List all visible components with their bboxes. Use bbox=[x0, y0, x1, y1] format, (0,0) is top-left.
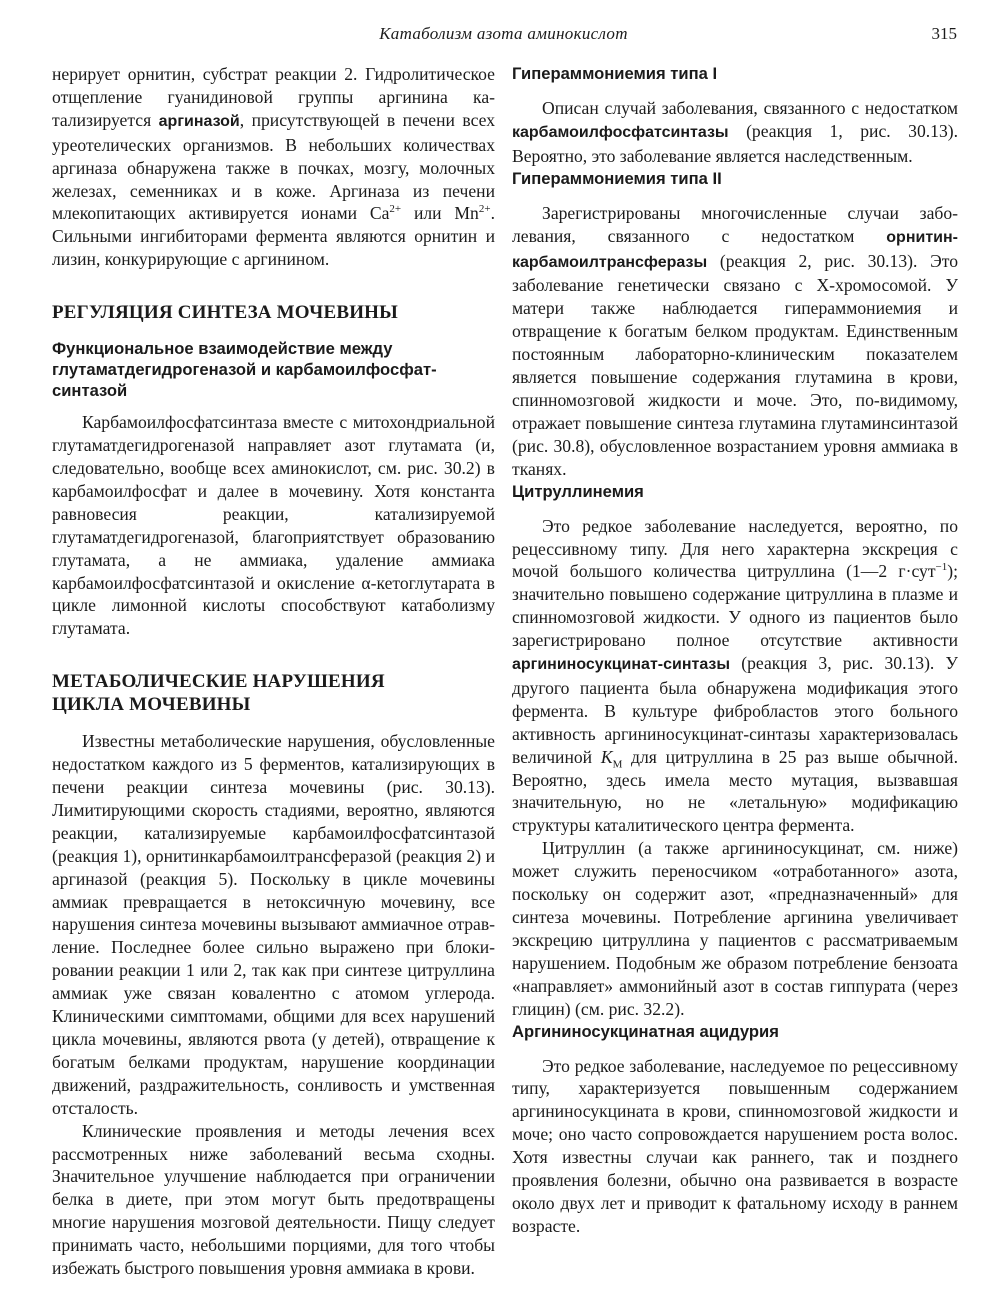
subsection-title-aciduria: Аргининосукцинатная ацидурия bbox=[512, 1021, 779, 1041]
running-head bbox=[0, 24, 1007, 48]
term-otc: орнитинкарбамоилтрансферазы bbox=[512, 228, 958, 271]
page-number: 315 bbox=[931, 24, 957, 43]
paragraph-citrullinemia-2: Цитруллин (а также аргининосукцинат, см. ниже) может служить переносчиком «отработанного» азота, поскольку он содержит азот, «предназначенный» для синтеза мочевины. Потребление аргинина увеличивает экскрецию цитруллина у пациентов с рассматриваемым нарушением. Подобным же образом потребление бензоата «направляет» аммонийный азот в состав гиппурата (через глицин) (см. рис. 32.2). bbox=[512, 838, 958, 1019]
paragraph-hyperammonemia-1: Описан случай заболевания, связанного с недостатком карбамоилфосфатсинтазы (реакция 1, рис. 30.13). Вероятно, это заболевание является наследственным. bbox=[512, 98, 958, 166]
paragraph-disorders-2: Клинические проявления и методы лечения всех рассмотренных ниже заболеваний весьма сходны. Значительное улучшение наблюдается при ограничении белка в диете, при этом могут быть предотвращены многие нарушения мозговой деятельности. Пищу следует принимать часто, небольшими порциями, для того чтобы избежать быстрого повышения уровня аммиака в крови. bbox=[52, 1120, 495, 1279]
left-column bbox=[52, 63, 495, 1280]
section-title-disorders: МЕТАБОЛИЧЕСКИЕ НАРУШЕНИЯ ЦИКЛА МОЧЕВИНЫ bbox=[52, 671, 385, 716]
paragraph-carbamoyl-synthase: Карбамоилфосфатсинтаза вместе с митохондриальной глутаматдегидрогеназой направляет азот глутамата (и, следовательно, вообще всех аминокислот, см. рис. 30.2) в карбамоилфосфат и далее в мочевину. Хотя константа равновесия реакции, катализируемой глутаматдегидрогеназой, благоприятствует образованию глутамата, а не аммиака, удаление аммиака карбамоилфосфатсинтазой и окисление α-кетоглутарата в цикле лимонной кислоты способствуют катаболизму глутамата. bbox=[52, 412, 495, 639]
right-column bbox=[512, 63, 958, 1238]
paragraph-citrullinemia-1: Это редкое заболевание наследуется, вероятно, по рецессивному типу. Для него характерна экскреция с мочой большого количества цитруллина (1—2 г·сут$^{-1}$); значительно повышено содержание цитруллина в плазме и спинномозговой жидкости. У одного из пациентов было зарегистрировано полное отсутствие активности аргининосукцинат-синтазы (реакция 3, рис. 30.13). У другого пациента была обнаружена модификация этого фермента. В культуре фибробластов этого больного активность аргининосукцинат-синтазы характеризовалась величиной $K_M$ для цитруллина в 25 раз выше обычной. Вероятно, здесь имела место мутация, вызвавшая значительную, но не «летальную» модификацию структуры каталитического центра фермента. bbox=[512, 515, 958, 836]
subsection-title-citrullinemia: Цитруллинемия bbox=[512, 481, 644, 501]
term-ass: аргининосукцинат-синтазы bbox=[512, 656, 731, 674]
term-cps: карбамоилфосфатсинтазы bbox=[512, 123, 729, 141]
km-symbol: K bbox=[600, 746, 613, 767]
subsection-title-hyperammonemia-1: Гипераммониемия типа I bbox=[512, 64, 718, 83]
section-title-regulation: РЕГУЛЯЦИЯ СИНТЕЗА МОЧЕВИНЫ bbox=[52, 302, 399, 324]
subsection-title-interaction: Функциональное взаимодействие между глутаматдегидрогеназой и карбамоилфосфатсинтазой bbox=[52, 339, 437, 401]
subsection-title-hyperammonemia-2: Гипераммониемия типа II bbox=[512, 168, 722, 188]
running-title: Катаболизм азота аминокислот bbox=[379, 24, 628, 43]
paragraph-hyperammonemia-2: Зарегистрированы многочисленные случаи заболевания, связанного с недостатком орнитинкарбамоилтрансферазы (реакция 2, рис. 30.13). Это заболевание генетически связано с X-хромосомой. У матери также наблюдается гипераммониемия и отвращение к богатым белком продуктам. Единственным постоянным лабораторно-клиническим показателем является повышение содержания глутамина в крови, спинномозговой жидкости и моче. Это, по-видимому, отражает повышение синтеза глутамина глутаминсинтазой (рис. 30.8), обусловленное возрастанием уровня аммиака в тканях. bbox=[512, 202, 958, 479]
paragraph-aciduria: Это редкое заболевание, наследуемое по рецессивному типу, характеризуется повышенным содержанием аргининосукцината в крови, спинномозговой жидкости и моче; оно часто сопровождается нарушением роста волос. Хотя известны случаи как раннего, так и позднего проявления болезни, обычно она развивается в возрасте около двух лет и приводит к фатальному исходу в раннем возрасте. bbox=[512, 1055, 958, 1236]
term-arginase: аргиназой bbox=[158, 112, 240, 130]
paragraph-disorders-1: Известны метаболические нарушения, обусловленные недостатком каждого из 5 ферментов, катализирующих в печени реакции синтеза мочевины (рис. 30.13). Лимитирующими скорость стадиями, вероятно, являются реакции, катализируемые карбамоилфосфатсинтазой (реакция 1), орнитинкарбамоилтрансферазой (реакция 2) и аргиназой (реакция 5). Поскольку в цикле мочевины аммиак превращается в нетоксичную мочевину, все нарушения синтеза мочевины вызывают аммиачное отравление. Последнее более сильно выражено при блокировании реакции 1 или 2, так как при синтезе цитруллина аммиак уже связан ковалентно с атомом углерода. Клиническими симптомами, общими для всех нарушений цикла мочевины, являются рвота (у детей), отвращение к богатым белками продуктам, нарушение координации движений, раздражительность, сонливость и умственная отсталость. bbox=[52, 731, 495, 1118]
intro-paragraph: нерирует орнитин, субстрат реакции 2. Гидролитическое отщепление гуанидиновой группы аргинина катализируется аргиназой, присутствующей в печени всех уреотелических организмов. В небольших количествах аргиназа обнаружена также в почках, мозгу, молочных железах, семенниках и в коже. Аргиназа из печени млекопитающих активируется ионами $Ca^{2+}$ или $Mn^{2+}$. Сильными ингибиторами фермента являются орнитин и лизин, конкурирующие с аргинином. bbox=[52, 64, 495, 270]
